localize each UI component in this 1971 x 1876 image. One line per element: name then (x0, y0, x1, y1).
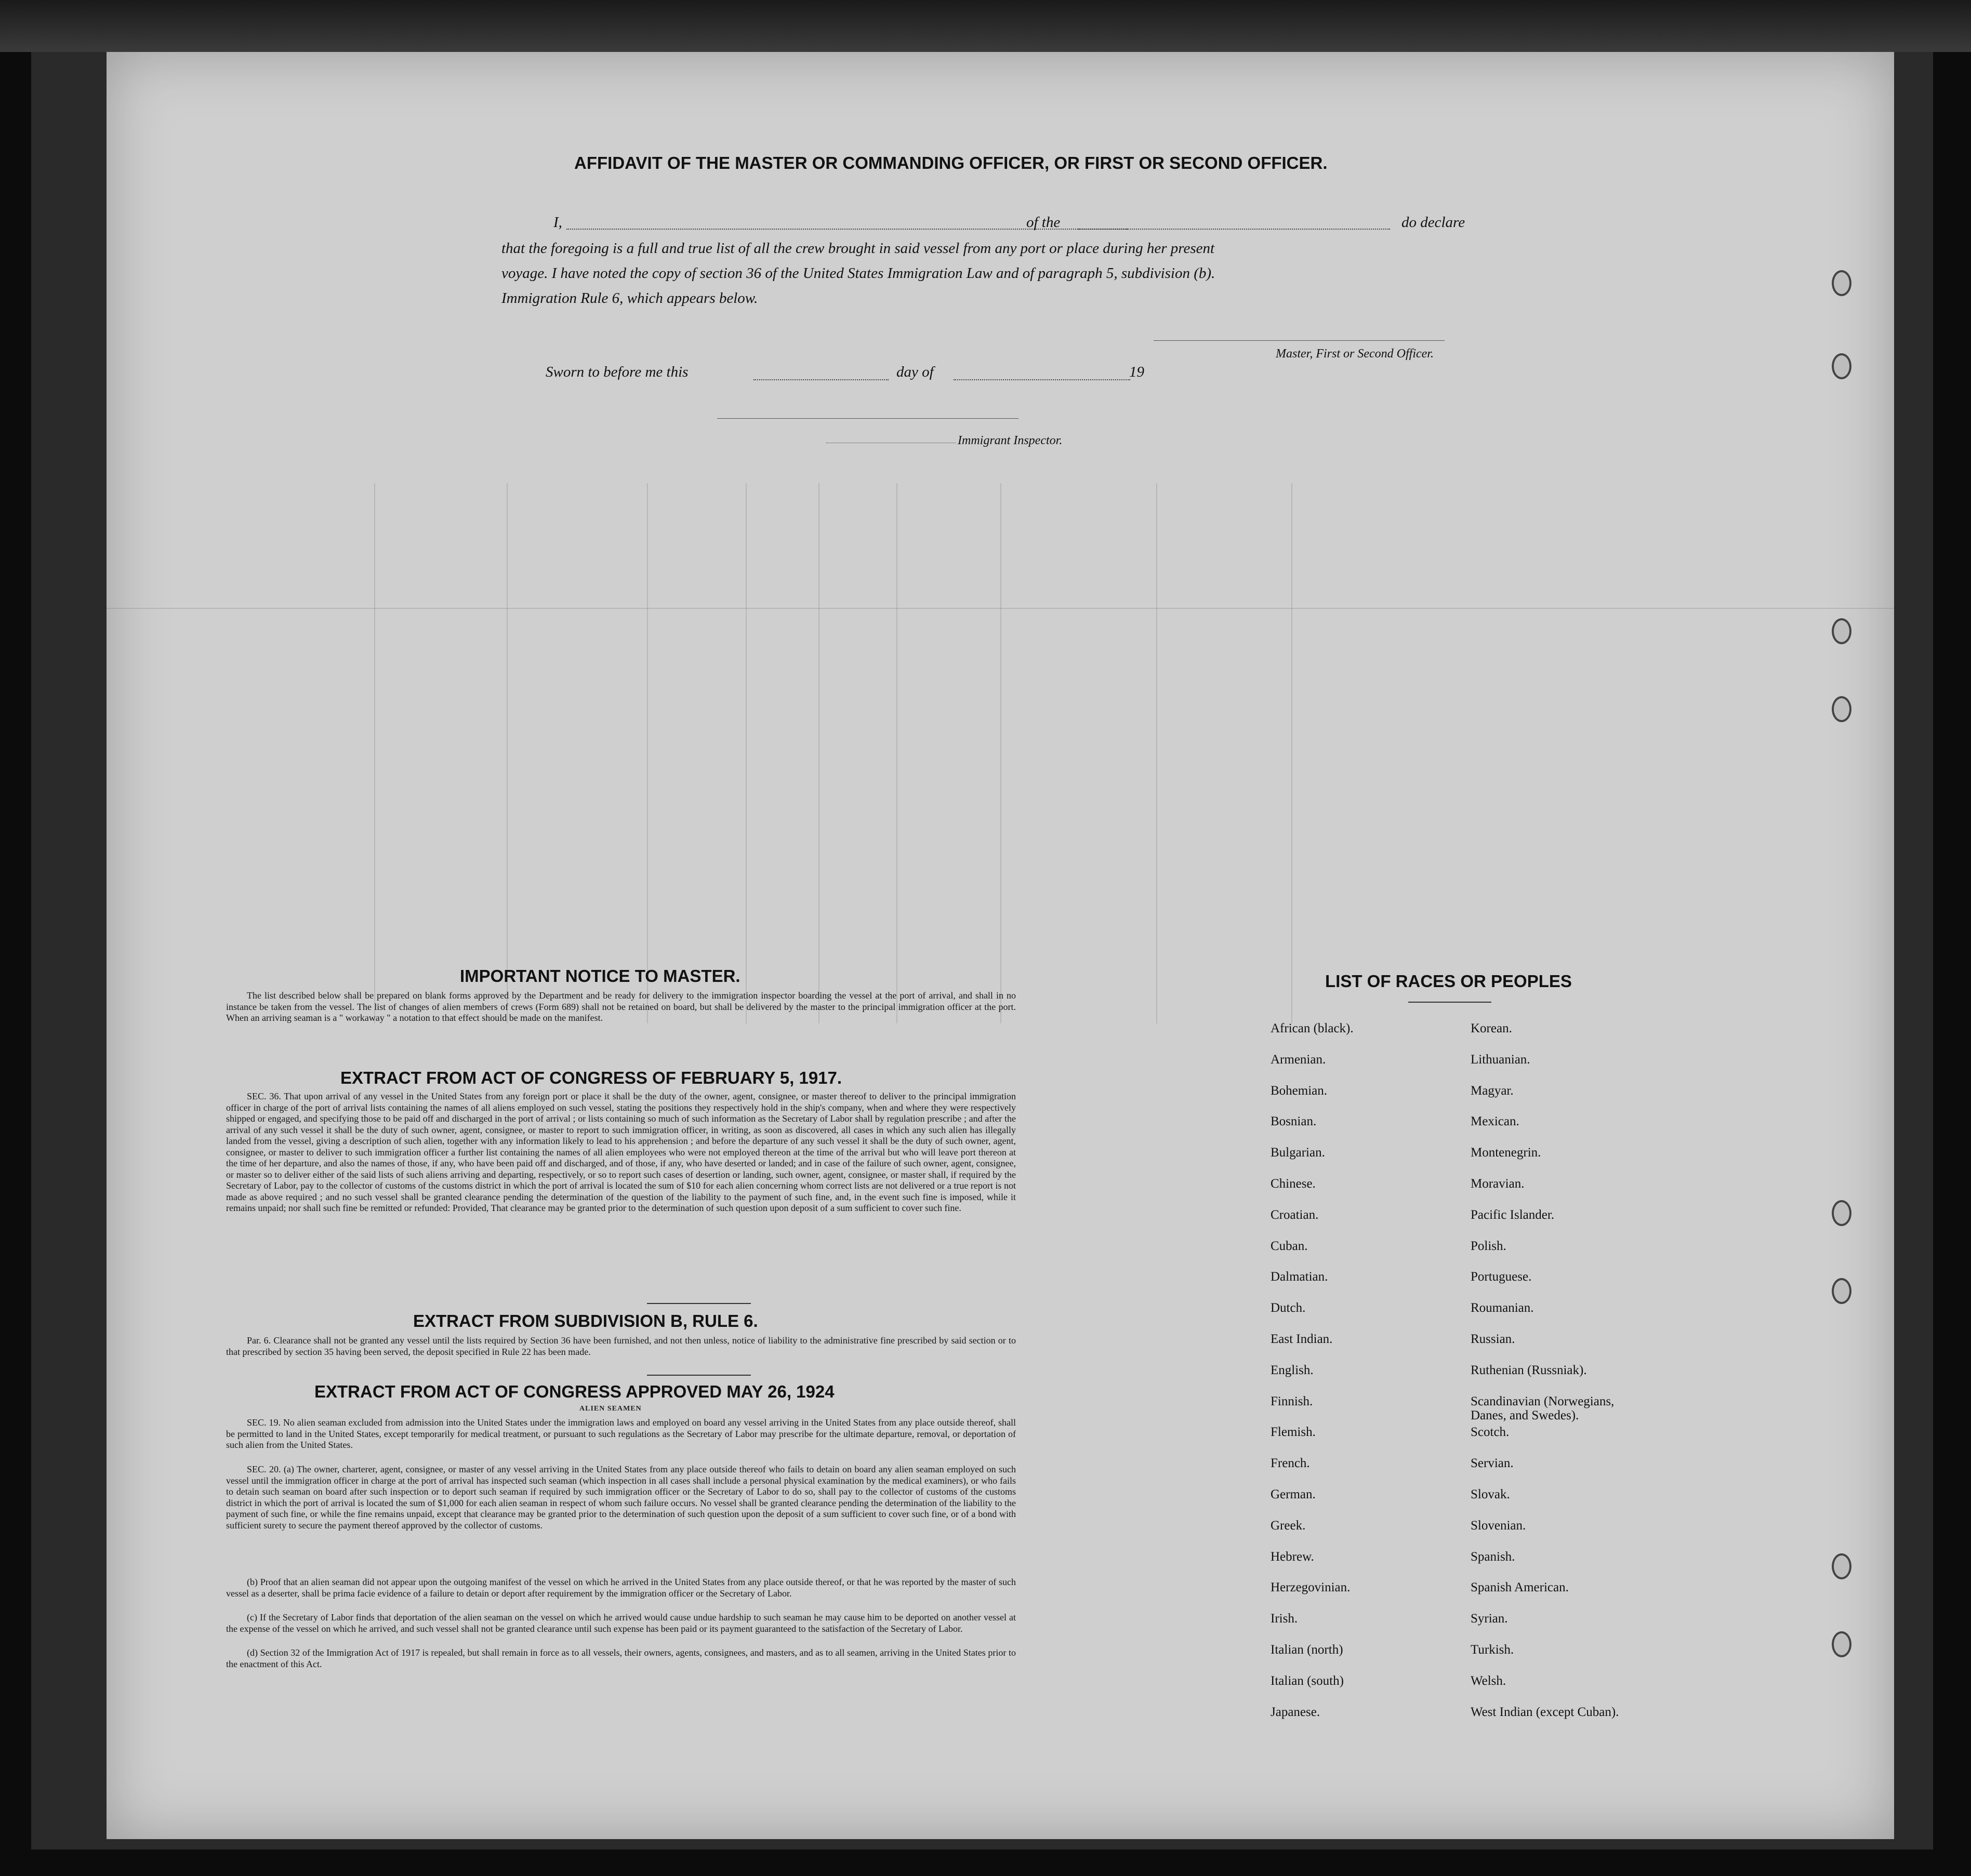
extract-rule6-text: Par. 6. Clearance shall not be granted any vessel until the lists required by Section 36 have been furnished, and not then unless, notice of liability to the administrative fine prescribed by said section or to that prescribed by section 35 having been served, the deposit specified in Rule 22 has been made. (226, 1335, 1016, 1357)
master-signature-line[interactable] (1154, 340, 1445, 341)
race-item: English. (1271, 1363, 1314, 1377)
alien-seamen-subtitle: ALIEN SEAMEN (579, 1405, 642, 1413)
binder-hole (1832, 1200, 1851, 1226)
race-item: Greek. (1271, 1518, 1306, 1533)
master-caption: Master, First or Second Officer. (1276, 347, 1434, 361)
inspector-signature-line[interactable] (717, 418, 1018, 419)
affidavit-line-2: that the foregoing is a full and true list of all the crew brought in said vessel from any port or place during her present (501, 240, 1215, 257)
race-item: Lithuanian. (1471, 1052, 1530, 1067)
affidavit-of-the: of the (1026, 214, 1061, 231)
notice-text: The list described below shall be prepared on blank forms approved by the Department and be ready for delivery to the immigration inspector boarding the vessel at the port of arrival, and shall in no instance be taken from the vessel. The list of changes of alien members of crews (Form 689) shall not be retained on board, but shall be delivered by the master to the principal immigration officer at the port. When an arriving seaman is a " workaway " a notation to that effect should be made on the manifest. (226, 990, 1016, 1023)
faint-grid-line (1000, 483, 1001, 1023)
race-item: Magyar. (1471, 1083, 1514, 1098)
binder-hole (1832, 1631, 1851, 1657)
binder-hole (1832, 270, 1851, 296)
race-item: Slovenian. (1471, 1518, 1526, 1533)
extract-1917-text: SEC. 36. That upon arrival of any vessel in the United States from any foreign port or place it shall be the duty of the owner, agent, consignee, or master thereof to deliver to the principal immigration officer in charge of the port of arrival lists containing the names of all aliens employed on such vessel, stating the positions they respectively hold in the ship's company, when and where they were respectively shipped or engaged, and specifying those to be paid off and discharged in the port of arrival ; or lists containing so much of such information as the Secretary of Labor shall by regulation prescribe ; and after the arrival of any such vessel it shall be the duty of such owner, agent, consignee, or master to report to such immigration officer, in writing, as soon as discovered, all cases in which any such alien has illegally landed from the vessel, giving a description of such alien, together with any information likely to lead to his apprehension ; and before the departure of any such vessel it shall be the duty of such owner, agent, consignee, or master to deliver to such immigration officer a further list containing the names of all alien employees who were not employed thereon at the time of the arrival but who will leave port thereon at the time of her departure, and also the names of those, if any, who have been paid off and discharged, and of those, if any, who have deserted or landed; and in case of the failure of such owner, agent, consignee, or master so to deliver either of the said lists of such aliens arriving and departing, respectively, or so to report such cases of desertion or landing, such owner, agent, consignee, or master shall, if required by the Secretary of Labor, pay to the collector of customs of the customs district in which the port of arrival is located the sum of $10 for each alien concerning whom correct lists are not delivered or a true report is not made as above required ; and no such vessel shall be granted clearance pending the determination of the question of the liability to the payment of such fine, and, in the event such fine is imposed, while it remains unpaid; nor shall such fine be remitted or refunded: Provided, That clearance may be granted prior to the determination of such question upon deposit of a sum sufficient to cover such fine. (226, 1091, 1016, 1213)
race-item: East Indian. (1271, 1332, 1333, 1346)
extract-1924-sec20a: SEC. 20. (a) The owner, charterer, agent, consignee, or master of any vessel arriving in the United States from any place outside thereof who fails to detain on board any alien seaman employed on such vessel until the immigration officer in charge at the port of arrival has inspected such seaman (which inspection in all cases shall include a personal physical examination by the medical examiners), or who fails to detain such seaman on board after such inspection or to deport such seaman if required by such immigration officer or the Secretary of Labor to do so, shall pay to the collector of customs of the customs district in which the port of arrival is located the sum of $1,000 for each alien seaman in respect of whom such failure occurs. No vessel shall be granted clearance pending the determination of the liability to the payment of such fine, or while the fine remains unpaid, except that clearance may be granted prior to the determination of such question upon the deposit of a sum sufficient to cover such fine, or of a bond with sufficient surety to secure the payment thereof approved by the collector of customs. (226, 1464, 1016, 1531)
race-item: Servian. (1471, 1456, 1514, 1471)
race-item: Moravian. (1471, 1177, 1525, 1191)
faint-grid-line (818, 483, 819, 1023)
race-item: Scotch. (1471, 1425, 1510, 1440)
page-edge-strip (0, 0, 1971, 52)
faint-grid-line (647, 483, 648, 1023)
race-item: Ruthenian (Russniak). (1471, 1363, 1587, 1377)
binder-hole (1832, 1278, 1851, 1304)
affidavit-title: AFFIDAVIT OF THE MASTER OR COMMANDING OFFICER, OR FIRST OR SECOND OFFICER. (574, 153, 1328, 172)
race-item: Armenian. (1271, 1052, 1326, 1067)
faint-grid-line (374, 483, 375, 1023)
race-item: Irish. (1271, 1612, 1298, 1626)
races-title-underline (1408, 1002, 1491, 1003)
race-item: Russian. (1471, 1332, 1515, 1346)
year-label: 19 (1129, 364, 1144, 380)
faint-grid-line (896, 483, 897, 1023)
extract-rule6-title: EXTRACT FROM SUBDIVISION B, RULE 6. (413, 1311, 758, 1331)
faint-fold-line (107, 608, 1894, 609)
races-title: LIST OF RACES OR PEOPLES (1325, 972, 1572, 991)
section-divider (647, 1375, 751, 1376)
extract-1924-sec20c: (c) If the Secretary of Labor finds that deportation of the alien seaman on the vessel on which he arrived would cause undue hardship to such seaman he may cause him to be deported on another vessel at the expense of the vessel on which he arrived, and such vessel shall not be granted clearance until such expense has been paid or its payment guaranteed to the satisfaction of the Secretary of Labor. (226, 1612, 1016, 1634)
race-item: Bohemian. (1271, 1083, 1328, 1098)
inspector-caption: Immigrant Inspector. (958, 434, 1063, 447)
extract-1917-title: EXTRACT FROM ACT OF CONGRESS OF FEBRUARY 5, 1917. (340, 1068, 842, 1087)
extract-1924-sec20b: (b) Proof that an alien seaman did not appear upon the outgoing manifest of the vessel on which he arrived in the United States from any place outside thereof, or that he was reported by the master of such vessel as a deserter, shall be prima facie evidence of a failure to detain or deport after requirement by the immigration officer or the Secretary of Labor. (226, 1577, 1016, 1599)
affidavit-do-declare: do declare (1401, 214, 1465, 231)
day-of-label: day of (896, 364, 934, 380)
notice-title: IMPORTANT NOTICE TO MASTER. (460, 966, 740, 986)
sworn-month-blank[interactable] (954, 379, 1130, 380)
race-item: Spanish. (1471, 1549, 1515, 1564)
extract-1924-title: EXTRACT FROM ACT OF CONGRESS APPROVED MAY 26, 1924 (314, 1382, 835, 1401)
affidavit-line-3: voyage. I have noted the copy of section 36 of the United States Immigration Law and of paragraph 5, subdivision (b). (501, 265, 1215, 282)
race-item: German. (1271, 1487, 1316, 1501)
race-item: Turkish. (1471, 1643, 1514, 1657)
race-item: Dalmatian. (1271, 1270, 1328, 1284)
vessel-blank-line[interactable] (1078, 229, 1390, 230)
sworn-label: Sworn to before me this (546, 364, 689, 380)
race-item: Welsh. (1471, 1673, 1506, 1688)
race-item: Croatian. (1271, 1207, 1319, 1222)
race-item: Pacific Islander. (1471, 1207, 1555, 1222)
race-item: Bulgarian. (1271, 1146, 1325, 1160)
affidavit-line-4: Immigration Rule 6, which appears below. (501, 290, 758, 307)
race-item: Flemish. (1271, 1425, 1316, 1440)
race-item: Chinese. (1271, 1177, 1316, 1191)
sworn-day-blank[interactable] (753, 379, 889, 380)
race-item: Italian (south) (1271, 1673, 1344, 1688)
race-item: Spanish American. (1471, 1580, 1569, 1595)
faint-grid-line (507, 483, 508, 1023)
binder-hole (1832, 353, 1851, 379)
binder-hole (1832, 1553, 1851, 1579)
faint-grid-line (1156, 483, 1157, 1023)
race-item: Italian (north) (1271, 1643, 1343, 1657)
extract-1924-sec19: SEC. 19. No alien seaman excluded from admission into the United States under the immigration laws and employed on board any vessel arriving in the United States from any place outside thereof, shall be permitted to land in the United States, except temporarily for medical treatment, or pursuant to such regulations as the Secretary of Labor may prescribe for the ultimate departure, removal, or deportation of such alien from the United States. (226, 1417, 1016, 1450)
affidavit-i-label: I, (553, 214, 562, 231)
race-item: Mexican. (1471, 1114, 1519, 1129)
binder-hole (1832, 696, 1851, 722)
race-item: Dutch. (1271, 1301, 1306, 1315)
race-item: Montenegrin. (1471, 1146, 1541, 1160)
race-item: Hebrew. (1271, 1549, 1314, 1564)
race-item: Syrian. (1471, 1612, 1508, 1626)
race-item: Scandinavian (Norwegians, Danes, and Swedes). (1471, 1394, 1615, 1422)
race-item: African (black). (1271, 1021, 1354, 1035)
race-item: West Indian (except Cuban). (1471, 1705, 1619, 1719)
manifest-sheet (107, 52, 1894, 1839)
race-item: Herzegovinian. (1271, 1580, 1351, 1595)
race-item: Japanese. (1271, 1705, 1320, 1719)
extract-1924-sec20d: (d) Section 32 of the Immigration Act of 1917 is repealed, but shall remain in force as to all vessels, their owners, agents, consignees, and masters, and as to all seamen, arriving in the United States prior to the enactment of this Act. (226, 1647, 1016, 1669)
faint-grid-line (746, 483, 747, 1023)
race-item: Bosnian. (1271, 1114, 1317, 1129)
race-item: Korean. (1471, 1021, 1512, 1035)
section-divider (647, 1303, 751, 1304)
race-item: Cuban. (1271, 1239, 1308, 1253)
race-item: Roumanian. (1471, 1301, 1534, 1315)
race-item: Polish. (1471, 1239, 1506, 1253)
faint-grid-line (1291, 483, 1292, 1023)
race-item: Slovak. (1471, 1487, 1510, 1501)
race-item: Portuguese. (1471, 1270, 1532, 1284)
race-item: Finnish. (1271, 1394, 1313, 1408)
binder-hole (1832, 618, 1851, 644)
race-item: French. (1271, 1456, 1310, 1471)
